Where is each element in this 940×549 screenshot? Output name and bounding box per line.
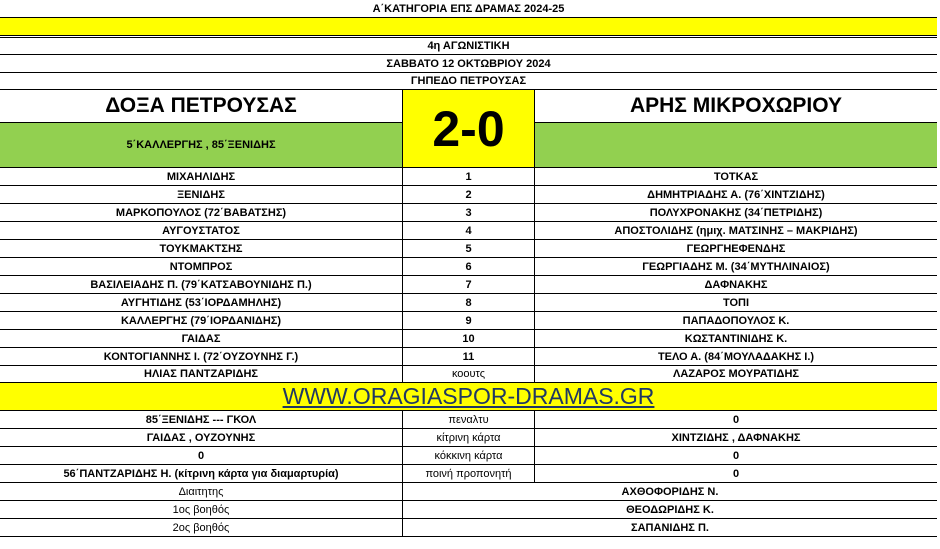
- lineup-row: [0, 258, 937, 276]
- home-player: ΑΥΓΗΤΙΔΗΣ (53΄ΙΟΡΔΑΜΗΛΗΣ): [0, 294, 403, 311]
- away-player: ΠΑΠΑΔΟΠΟΥΛΟΣ Κ.: [682, 314, 790, 327]
- official-role: 2ος βοηθός: [0, 519, 403, 536]
- shirt-number: 2: [403, 186, 535, 203]
- away-player: ΚΩΣΤΑΝΤΙΝΙΔΗΣ Κ.: [684, 332, 788, 345]
- away-stat: 0: [732, 413, 740, 426]
- home-team-name: ΔΟΞΑ ΠΕΤΡΟΥΣΑΣ: [0, 90, 403, 123]
- home-player: ΚΑΛΛΕΡΓΗΣ (79΄ΙΟΡΔΑΝΙΔΗΣ): [0, 312, 403, 329]
- away-player: ΤΕΛΟ Α. (84΄ΜΟΥΛΑΔΑΚΗΣ Ι.): [657, 350, 815, 363]
- website-link[interactable]: WWW.ORAGIASPOR-DRAMAS.GR: [282, 383, 655, 409]
- final-score: 2-0: [403, 90, 535, 167]
- teams-row: [0, 90, 937, 168]
- home-player: ΜΑΡΚΟΠΟΥΛΟΣ (72΄ΒΑΒΑΤΣΗΣ): [0, 204, 403, 221]
- stats-row: [0, 447, 937, 465]
- away-player: ΔΗΜΗΤΡΙΑΔΗΣ Α. (76΄ΧΙΝΤΖΙΔΗΣ): [647, 188, 825, 201]
- home-player: ΚΟΝΤΟΓΙΑΝΝΗΣ Ι. (72΄ΟΥΖΟΥΝΗΣ Γ.): [0, 348, 403, 365]
- lineup-row: [0, 240, 937, 258]
- shirt-number: 11: [403, 348, 535, 365]
- official-name: ΣΑΠΑΝΙΔΗΣ Π.: [631, 521, 709, 534]
- away-player: ΤΟΤΚΑΣ: [713, 170, 759, 183]
- away-player: ΓΕΩΡΓΙΑΔΗΣ Μ. (34΄ΜΥΤΗΛΙΝΑΙΟΣ): [642, 260, 830, 273]
- shirt-number: 8: [403, 294, 535, 311]
- official-row: [0, 501, 937, 519]
- lineup-row: [0, 276, 937, 294]
- venue-row: [0, 73, 937, 90]
- coach-label: κοουτς: [403, 366, 535, 382]
- home-stat: ΓΑΙΔΑΣ , ΟΥΖΟΥΝΗΣ: [0, 429, 403, 446]
- stat-label: πεναλτυ: [403, 411, 535, 428]
- official-role: Διαιτητης: [0, 483, 403, 500]
- shirt-number: 1: [403, 168, 535, 185]
- official-row: [0, 483, 937, 501]
- away-stat: 0: [732, 449, 740, 462]
- lineup-row: [0, 294, 937, 312]
- home-scorers: 5΄ΚΑΛΛΕΡΓΗΣ , 85΄ΞΕΝΙΔΗΣ: [0, 123, 403, 167]
- lineup-row: [0, 168, 937, 186]
- away-scorers: [535, 123, 937, 167]
- official-role: 1ος βοηθός: [0, 501, 403, 518]
- away-coach: ΛΑΖΑΡΟΣ ΜΟΥΡΑΤΙΔΗΣ: [672, 368, 800, 380]
- away-player: ΠΟΛΥΧΡΟΝΑΚΗΣ (34΄ΠΕΤΡΙΔΗΣ): [649, 206, 823, 219]
- home-player: ΑΥΓΟΥΣΤΑΤΟΣ: [0, 222, 403, 239]
- home-player: ΒΑΣΙΛΕΙΑΔΗΣ Π. (79΄ΚΑΤΣΑΒΟΥΝΙΔΗΣ Π.): [0, 276, 403, 293]
- home-player: ΝΤΟΜΠΡΟΣ: [0, 258, 403, 275]
- shirt-number: 6: [403, 258, 535, 275]
- lineup-row: [0, 312, 937, 330]
- stat-label: κόκκινη κάρτα: [403, 447, 535, 464]
- lineup-row: [0, 330, 937, 348]
- home-coach: ΗΛΙΑΣ ΠΑΝΤΖΑΡΙΔΗΣ: [0, 366, 403, 382]
- home-stat: 0: [0, 447, 403, 464]
- shirt-number: 3: [403, 204, 535, 221]
- away-team-name: ΑΡΗΣ ΜΙΚΡΟΧΩΡΙΟΥ: [535, 90, 937, 123]
- home-player: ΜΙΧΑΗΛΙΔΗΣ: [0, 168, 403, 185]
- website-row: [0, 383, 937, 411]
- lineup-row: [0, 204, 937, 222]
- away-player: ΔΑΦΝΑΚΗΣ: [704, 278, 768, 291]
- home-stat: 85΄ΞΕΝΙΔΗΣ --- ΓΚΟΛ: [0, 411, 403, 428]
- lineup-row: [0, 186, 937, 204]
- round-label: 4η ΑΓΩΝΙΣΤΙΚΗ: [427, 40, 510, 52]
- away-player: ΓΕΩΡΓΗΕΦΕΝΔΗΣ: [686, 242, 786, 255]
- shirt-number: 4: [403, 222, 535, 239]
- date-row: [0, 55, 937, 73]
- match-date: ΣΑΒΒΑΤΟ 12 ΟΚΤΩΒΡΙΟΥ 2024: [386, 57, 551, 70]
- official-name: ΘΕΟΔΩΡΙΔΗΣ Κ.: [626, 503, 714, 516]
- coaches-row: [0, 366, 937, 383]
- shirt-number: 10: [403, 330, 535, 347]
- away-player: ΤΟΠΙ: [722, 296, 750, 309]
- stat-label: ποινή προπονητή: [403, 465, 535, 482]
- lineup-row: [0, 222, 937, 240]
- away-player: ΑΠΟΣΤΟΛΙΔΗΣ (ημιχ. ΜΑΤΣΙΝΗΣ – ΜΑΚΡΙΔΗΣ): [614, 224, 858, 237]
- official-row: [0, 519, 937, 537]
- title-row: [0, 0, 937, 18]
- shirt-number: 9: [403, 312, 535, 329]
- official-name: ΑΧΘΟΦΟΡΙΔΗΣ Ν.: [621, 485, 719, 498]
- title-spacer: [0, 18, 937, 36]
- home-player: ΓΑΙΔΑΣ: [0, 330, 403, 347]
- stat-label: κίτρινη κάρτα: [403, 429, 535, 446]
- stats-row: [0, 465, 937, 483]
- stats-row: [0, 429, 937, 447]
- home-stat: 56΄ΠΑΝΤΖΑΡΙΔΗΣ Η. (κίτρινη κάρτα για διαμαρτυρία): [0, 465, 403, 482]
- shirt-number: 7: [403, 276, 535, 293]
- away-stat: 0: [732, 467, 740, 480]
- away-stat: ΧΙΝΤΖΙΔΗΣ , ΔΑΦΝΑΚΗΣ: [671, 431, 801, 444]
- lineup-row: [0, 348, 937, 366]
- shirt-number: 5: [403, 240, 535, 257]
- home-player: ΤΟΥΚΜΑΚΤΣΗΣ: [0, 240, 403, 257]
- home-player: ΞΕΝΙΔΗΣ: [0, 186, 403, 203]
- stats-row: [0, 411, 937, 429]
- round-row: [0, 38, 937, 55]
- league-title: Α΄ΚΑΤΗΓΟΡΙΑ ΕΠΣ ΔΡΑΜΑΣ 2024-25: [372, 2, 565, 15]
- match-venue: ΓΗΠΕΔΟ ΠΕΤΡΟΥΣΑΣ: [410, 75, 527, 87]
